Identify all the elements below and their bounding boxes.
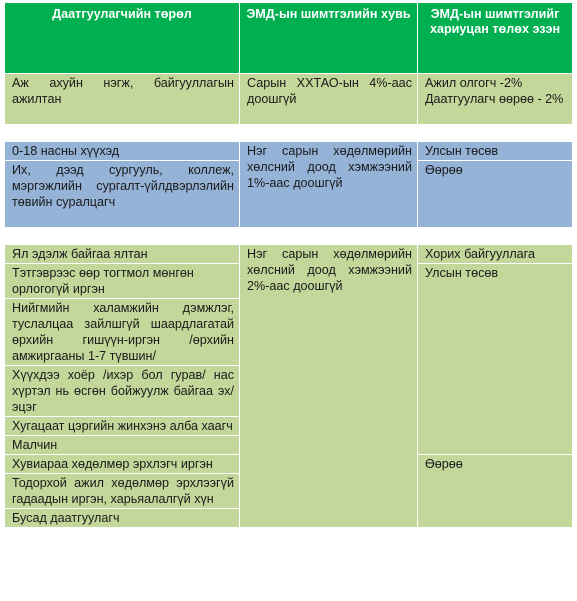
spacer-cell [240, 125, 418, 142]
table-row [5, 245, 573, 264]
insured-type-cell: 0-18 насны хүүхэд [5, 142, 240, 161]
contribution-rate-cell: Нэг сарын хөдөлмөрийн хөлсний доод хэмжээний 2%-аас доошгүй [240, 245, 418, 528]
spacer-cell [418, 228, 573, 245]
insured-type-cell: Ял эдэлж байгаа ялтан [5, 245, 240, 264]
payer-cell: Өөрөө [418, 455, 573, 528]
insured-type-cell: Тэтгэврээс өөр тогтмол мөнгөн орлогогүй иргэн [5, 264, 240, 299]
table-header-row [5, 3, 573, 74]
spacer-cell [418, 125, 573, 142]
table-row [5, 74, 573, 125]
spacer-cell [240, 228, 418, 245]
table-row [5, 142, 573, 161]
spacer-row [5, 228, 573, 245]
insured-type-cell: Хугацаат цэргийн жинхэнэ алба хаагч [5, 417, 240, 436]
spacer-row [5, 125, 573, 142]
header-payer: ЭМД-ын шимтгэлийг хариуцан төлөх эзэн [418, 3, 573, 74]
insured-type-cell: Хувиараа хөдөлмөр эрхлэгч иргэн [5, 455, 240, 474]
payer-cell: Улсын төсөв [418, 142, 573, 161]
contribution-rate-cell: Нэг сарын хөдөлмөрийн хөлсний доод хэмжээний 1%-аас доошгүй [240, 142, 418, 228]
insured-type-cell: Аж ахуйн нэгж, байгууллагын ажилтан [5, 74, 240, 125]
header-contribution-rate: ЭМД-ын шимтгэлийн хувь [240, 3, 418, 74]
payer-cell: Хорих байгууллага [418, 245, 573, 264]
spacer-cell [5, 228, 240, 245]
insured-type-cell: Бусад даатгуулагч [5, 509, 240, 528]
payer-cell: Өөрөө [418, 161, 573, 228]
payer-self: Даатгуулагч өөрөө - 2% [425, 92, 564, 106]
payer-cell: Улсын төсөв [418, 264, 573, 455]
payer-cell [418, 74, 573, 125]
insured-type-cell: Нийгмийн халамжийн дэмжлэг, туслалцаа зайлшгүй шаардлагатай өрхийн гишүүн-иргэн /өрхийн амжиргааны 1-7 түвшин/ [5, 299, 240, 366]
insured-type-cell: Их, дээд сургууль, коллеж, мэргэжлийн сургалт-үйлдвэрлэлийн төвийн суралцагч [5, 161, 240, 228]
contribution-rate-cell: Сарын ХХТАО-ын 4%-аас доошгүй [240, 74, 418, 125]
spacer-cell [5, 125, 240, 142]
insured-type-cell: Малчин [5, 436, 240, 455]
insured-type-cell: Тодорхой ажил хөдөлмөр эрхлээгүй гадаадын иргэн, харьяалалгүй хүн [5, 474, 240, 509]
insurance-contribution-table [4, 2, 573, 528]
payer-employer: Ажил олгогч -2% [425, 76, 523, 90]
header-insured-type: Даатгуулагчийн төрөл [5, 3, 240, 74]
insured-type-cell: Хүүхдээ хоёр /ихэр бол гурав/ нас хүртэл нь өсгөн бойжуулж байгаа эх/эцэг [5, 366, 240, 417]
